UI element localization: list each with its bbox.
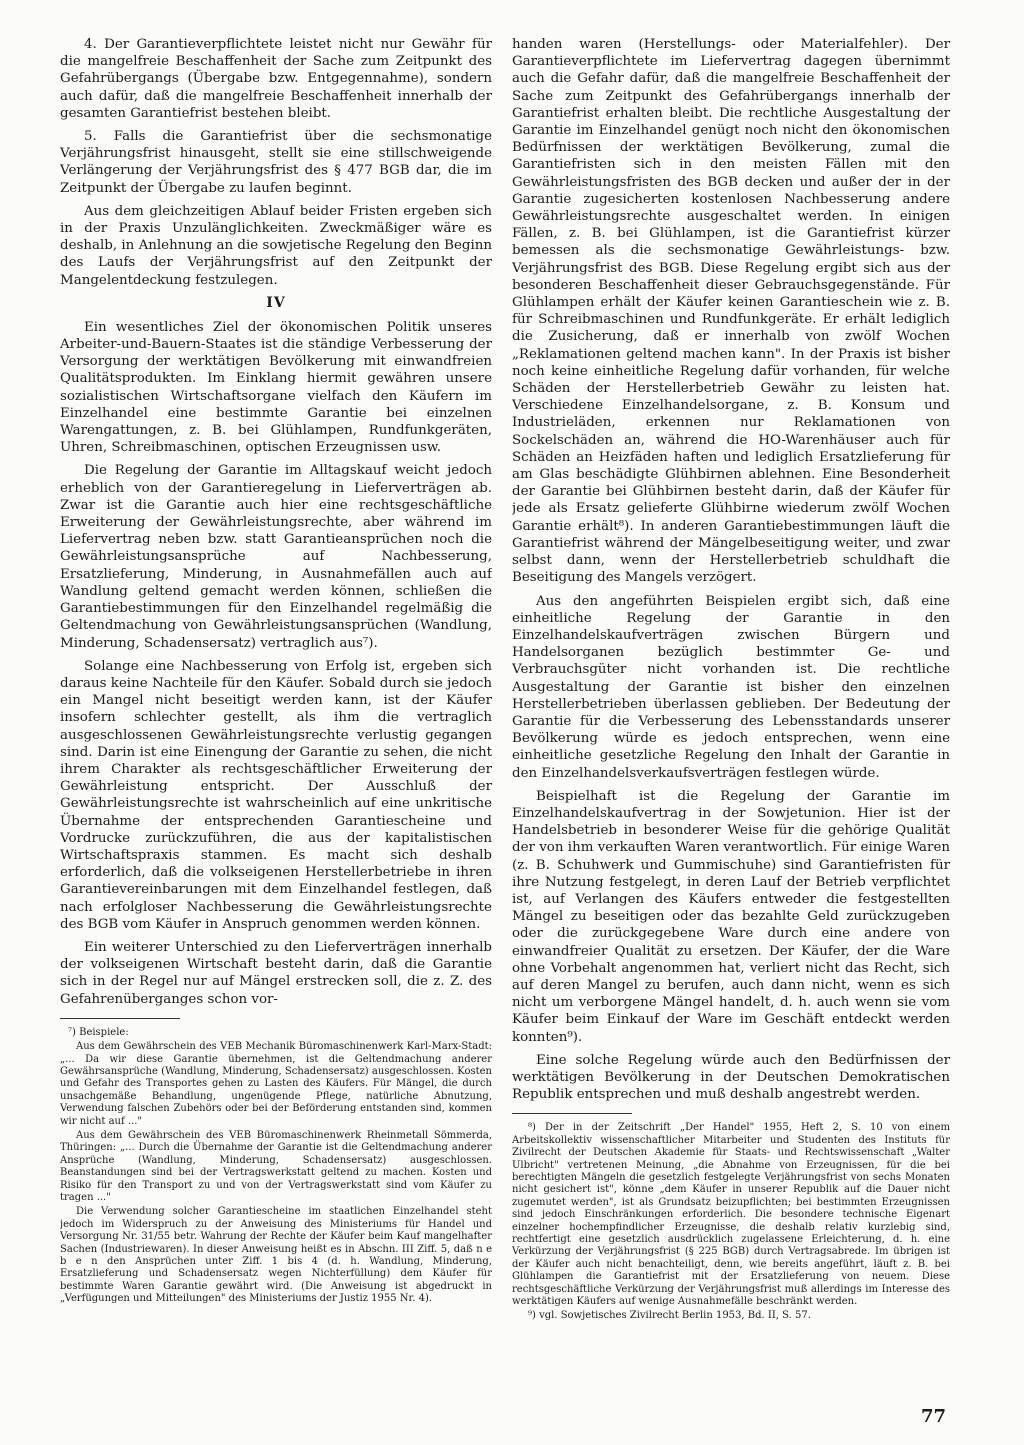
page-number: 77 xyxy=(920,1406,946,1427)
paragraph: Die Regelung der Garantie im Alltagskauf weicht jedoch erheblich von der Garantieregelung in Lieferverträgen ab. Zwar ist die Garantie auch hier eine rechtsgeschäftliche Erweiterung der Gewährleistungsrechte, aber während im Liefervertrag neben bzw. statt Garantieansprüchen noch die Gewährleistungsansprüche auf Nachbesserung, Ersatzlieferung, Minderung, in Ausnahmefällen auch auf Wandlung geltend gemacht werden können, schließen die Garantiebestimmungen für den Einzelhandel regelmäßig die Geltendmachung von Gewährleistungsansprüchen (Wandlung, Minderung, Schadensersatz) vertraglich aus⁷). xyxy=(60,463,492,651)
paragraph: Solange eine Nachbesserung von Erfolg ist, ergeben sich daraus keine Nachteile für den Käufer. Sobald durch sie jedoch ein Mangel nicht beseitigt werden kann, ist der Käufer insofern schlechter gestellt, als ihm die vertraglich ausgeschlossenen Gewährleistungsrechte verlustig gegangen sind. Darin ist eine Einengung der Garantie zu sehen, die nicht ihrem Charakter als rechtsgeschäftlicher Erweiterung der Gewährleistung entspricht. Der Ausschluß der Gewährleistungsrechte ist wahrscheinlich auf eine unkritische Übernahme der entsprechenden Garantiescheine und Vordrucke zurückzuführen, die aus der kapitalistischen Wirtschaftspraxis stammen. Es macht sich deshalb erforderlich, daß die volkseigenen Herstellerbetriebe in ihren Garantievereinbarungen mit dem Einzelhandel festlegen, daß nach erfolgloser Nachbesserung die Gewährleistungsrechte des BGB vom Käufer in Anspruch genommen werden können. xyxy=(60,658,492,932)
footnote: ⁷) Beispiele: xyxy=(68,1026,129,1038)
paragraph: 5. Falls die Garantiefrist über die sechsmonatige Verjährungsfrist hinausgeht, stellt sie eine stillschweigende Verlängerung der Verjährungsfrist des § 477 BGB dar, die im Zeitpunkt der Übergabe zu laufen beginnt. xyxy=(60,129,492,196)
paragraph: Ein weiterer Unterschied zu den Lieferverträgen innerhalb der volkseigenen Wirtschaft besteht darin, daß die Garantie sich in der Regel nur auf Mängel erstrecken soll, die z. Z. des Gefahrenüberganges schon vor- xyxy=(60,939,492,1007)
right-column xyxy=(512,36,950,1431)
left-column xyxy=(60,36,492,1431)
footnote: Aus dem Gewährschein des VEB Büromaschinenwerk Rheinmetall Sömmerda, Thüringen: „... Durch die Übernahme der Garantie ist die Geltendmachung anderer Ansprüche (Wandlung, Minderung, Schadensersatz) ausgeschlossen. Beanstandungen sind bei der Vertragswerkstatt geltend zu machen. Kosten und Risiko für den Transport zu und von der Vertragswerkstatt sind vom Käufer zu tragen ..." xyxy=(60,1130,492,1204)
footnote: ⁸) Der in der Zeitschrift „Der Handel" 1955, Heft 2, S. 10 von einem Arbeitskollektiv wissenschaftlicher Mitarbeiter und Studenten des Instituts für Zivilrecht der Deutschen Akademie für Staats- und Rechtswissenschaft „Walter Ulbricht" vertretenen Meinung, „die Abnahme von Erzeugnissen, für die bei berechtigten Mängeln die gesetzlich festgelegte Verjährungsfrist von sechs Monaten nicht gesichert ist", könne „dem Käufer in unserer Republik auf die Dauer nicht zugemutet werden", ist als Grundsatz beizupflichten; bei bestimmten Erzeugnissen sind jedoch Einschränkungen erforderlich. Die besondere technische Eigenart einzelner hochempfindlicher Erzeugnisse, die deshalb relativ kurzlebig sind, rechtfertigt eine gesetzlich ausdrücklich zugelassene Erleichterung, d. h. eine Verkürzung der Verjährungsfrist (§ 225 BGB) durch Vertragsabrede. Im übrigen ist der Käufer auch nicht benachteiligt, denn, wie bereits angeführt, läuft z. B. bei Glühlampen die Garantiefrist mit der Ersatzlieferung von neuem. Diese rechtsgeschäftliche Verkürzung der Verjährungsfrist muß allerdings im Interesse des werktätigen Käufers auf wenige Ausnahmefälle beschränkt werden. xyxy=(512,1122,950,1308)
paragraph: 4. Der Garantieverpflichtete leistet nicht nur Gewähr für die mangelfreie Beschaffenheit der Sache zum Zeitpunkt des Gefahrübergangs (Übergabe bzw. Entgegennahme), sondern auch dafür, daß die mangelfreie Beschaffenheit innerhalb der gesamten Garantiefrist bestehen bleibt. xyxy=(60,37,492,121)
footnotes-right xyxy=(512,1122,950,1323)
section-heading: IV xyxy=(266,294,286,311)
paragraph: Beispielhaft ist die Regelung der Garantie im Einzelhandelskaufvertrag in der Sowjetunion. Hier ist der Handelsbetrieb in besonderer Weise für die gehörige Qualität der von ihm verkauften Waren verantwortlich. Für einige Waren (z. B. Schuhwerk und Gummischuhe) sind Garantiefristen für ihre Nutzung festgelegt, in deren Lauf der Betrieb verpflichtet ist, auf Verlangen des Käufers entweder die festgestellten Mängel zu beseitigen oder das bezahlte Geld zurückzugeben oder die zurückgegebene Ware durch eine andere von einwandfreier Qualität zu ersetzen. Der Käufer, der die Ware ohne Vorbehalt angenommen hat, verliert nicht das Recht, sich auf deren Mangel zu berufen, auch dann nicht, wenn es sich nicht um verborgene Mängel handelt, d. h. auch wenn sie vom Käufer beim Einkauf der Ware im Geschäft entdeckt werden konnten⁹). xyxy=(512,788,950,1045)
footnote: Aus dem Gewährschein des VEB Mechanik Büromaschinenwerk Karl-Marx-Stadt: „... Da wir diese Garantie übernehmen, ist die Geltendmachung anderer Gewährsansprüche (Wandlung, Minderung, Schadensersatz) ausgeschlossen. Kosten und Gefahr des Transportes gehen zu Lasten des Käufers. Für Mängel, die durch unsachgemäße Behandlung, ungenügende Pflege, natürliche Abnutzung, Verwendung falschen Zubehörs oder bei der Beförderung entstanden sind, kommen wir nicht auf ..." xyxy=(60,1041,492,1127)
footnote: ⁹) vgl. Sowjetisches Zivilrecht Berlin 1953, Bd. II, S. 57. xyxy=(528,1310,811,1322)
paragraph: handen waren (Herstellungs- oder Materialfehler). Der Garantieverpflichtete im Liefervertrag dagegen übernimmt auch die Gefahr dafür, daß die mangelfreie Beschaffenheit der Sache zum Zeitpunkt des Gefahrübergangs innerhalb der Garantiefrist erhalten bleibt. Die rechtliche Ausgestaltung der Garantie im Einzelhandel genügt noch nicht den ökonomischen Bedürfnissen der werktätigen Bevölkerung, zumal die Garantiefristen sich in den meisten Fällen mit den Gewährleistungsfristen des BGB decken und außer der in der Garantie zugesicherten kostenlosen Nachbesserung andere Gewährleistungsrechte ausgeschaltet werden. In einigen Fällen, z. B. bei Glühlampen, ist die Garantiefrist kürzer bemessen als die sechsmonatige Gewährleistungs- bzw. Verjährungsfrist des BGB. Diese Regelung ergibt sich aus der besonderen Beschaffenheit dieser Gebrauchsgegenstände. Für Glühlampen erhält der Käufer keinen Garantieschein wie z. B. für Schreibmaschinen und Rundfunkgeräte. Er erhält lediglich die Zusicherung, daß er innerhalb von zwölf Wochen „Reklamationen geltend machen kann". In der Praxis ist bisher noch keine einheitliche Regelung dafür vorhanden, für welche Schäden der Herstellerbetrieb Gewähr zu leisten hat. Verschiedene Einzelhandelsorgane, z. B. Konsum und Industrieläden, erkennen nur Reklamationen von Sockelschäden an, während die HO-Warenhäuser auch für Schäden an Heizfäden haften und lediglich Ersatzlieferung für am Glas beschädigte Glühbirnen ablehnen. Eine Besonderheit der Garantie bei Glühbirnen besteht darin, daß der Käufer für jede als Ersatz gelieferte Glühbirne wiederum zwölf Wochen Garantie erhält⁸). In anderen Garantiebestimmungen läuft die Garantiefrist während der Mängelbeseitigung weiter, und zwar selbst dann, wenn der Herstellerbetrieb schuldhaft die Beseitigung des Mangels verzögert. xyxy=(512,37,950,586)
footnote-separator xyxy=(512,1113,632,1114)
footnote: Die Verwendung solcher Garantiescheine im staatlichen Einzelhandel steht jedoch im Widerspruch zu der Anweisung des Ministeriums für Handel und Versorgung Nr. 31/55 betr. Wahrung der Rechte der Käufer beim Kauf mangelhafter Sachen (Industriewaren). In dieser Anweisung heißt es in Abschn. III Ziff. 5, daß n e b e n den Ansprüchen unter Ziff. 1 bis 4 (d. h. Wandlung, Minderung, Ersatzlieferung und Schadensersatz wegen Nichterfüllung) dem Käufer für bestimmte Waren Garantie gewährt wird. (Die Anweisung ist abgedruckt in „Verfügungen und Mitteilungen" des Ministeriums der Justiz 1955 Nr. 4). xyxy=(60,1206,492,1305)
paragraph: Eine solche Regelung würde auch den Bedürfnissen der werktätigen Bevölkerung in der Deutschen Demokratischen Republik entsprechen und muß deshalb angestrebt werden. xyxy=(512,1052,950,1103)
paragraph: Ein wesentliches Ziel der ökonomischen Politik unseres Arbeiter-und-Bauern-Staates ist die ständige Verbesserung der Versorgung der werktätigen Bevölkerung mit einwandfreien Qualitätsprodukten. Im Einklang hiermit gewähren unsere sozialistischen Wirtschaftsorgane vielfach den Käufern im Einzelhandel eine bestimmte Garantie bei einzelnen Warengattungen, z. B. bei Glühlampen, Rundfunkgeräten, Uhren, Schreibmaschinen, optischen Erzeugnissen usw. xyxy=(60,319,492,456)
paragraph: Aus den angeführten Beispielen ergibt sich, daß eine einheitliche Regelung der Garantie in den Einzelhandelskaufverträgen zwischen Bürgern und Handelsorganen bezüglich bestimmter Ge- und Verbrauchsgüter nicht vorhanden ist. Die rechtliche Ausgestaltung der Garantie ist bisher den einzelnen Herstellerbetrieben überlassen geblieben. Der Bedeutung der Garantie für die Verbesserung des Lebensstandards unserer Bevölkerung würde es jedoch entsprechen, wenn eine einheitliche gesetzliche Regelung den Inhalt der Garantie in den Einzelhandelsverkaufsverträgen festlegen würde. xyxy=(512,593,950,781)
footnotes-left xyxy=(60,1027,492,1306)
footnote-separator xyxy=(60,1018,180,1019)
paragraph: Aus dem gleichzeitigen Ablauf beider Fristen ergeben sich in der Praxis Unzulänglichkeiten. Zweckmäßiger wäre es deshalb, in Anlehnung an die sowjetische Regelung den Beginn des Laufs der Verjährungsfrist auf den Zeitpunkt der Mangelentdeckung festzulegen. xyxy=(60,203,492,288)
